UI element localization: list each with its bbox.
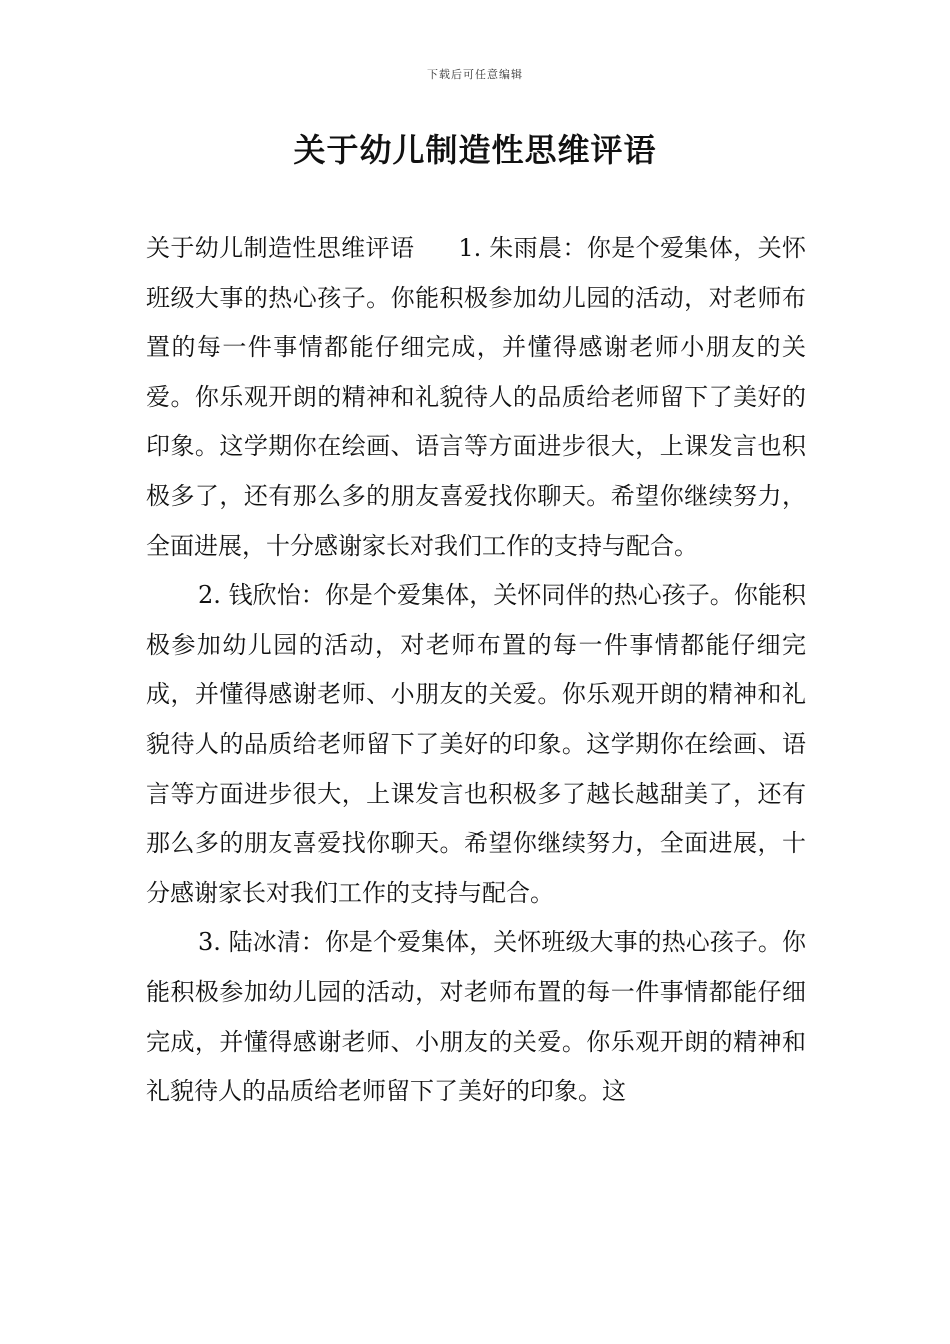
paragraph-1 [146, 224, 806, 571]
paragraph-3: 3. 陆冰清：你是个爱集体，关怀班级大事的热心孩子。你能积极参加幼儿园的活动，对老师布置的每一件事情都能仔细完成，并懂得感谢老师、小朋友的关爱。你乐观开朗的精神和礼貌待人的品质给老师留下了美好的印象。这 [146, 928, 806, 1106]
paragraph-2: 2. 钱欣怡：你是个爱集体，关怀同伴的热心孩子。你能积极参加幼儿园的活动，对老师布置的每一件事情都能仔细完成，并懂得感谢老师、小朋友的关爱。你乐观开朗的精神和礼貌待人的品质给老师留下了美好的印象。这学期你在绘画、语言等方面进步很大，上课发言也积极多了越长越甜美了，还有那么多的朋友喜爱找你聊天。希望你继续努力，全面进展，十分感谢家长对我们工作的支持与配合。 [146, 581, 806, 907]
intro-title: 关于幼儿制造性思维评语 [146, 234, 415, 262]
document-body [146, 224, 806, 1117]
document-title: 关于幼儿制造性思维评语 [293, 131, 657, 169]
paragraph-1-text: 1. 朱雨晨：你是个爱集体，关怀班级大事的热心孩子。你能积极参加幼儿园的活动，对老师布置的每一件事情都能仔细完成，并懂得感谢老师小朋友的关爱。你乐观开朗的精神和礼貌待人的品质给老师留下了美好的印象。这学期你在绘画、语言等方面进步很大，上课发言也积极多了，还有那么多的朋友喜爱找你聊天。希望你继续努力，全面进展，十分感谢家长对我们工作的支持与配合。 [146, 234, 806, 560]
header-note: 下载后可任意编辑 [427, 68, 523, 81]
